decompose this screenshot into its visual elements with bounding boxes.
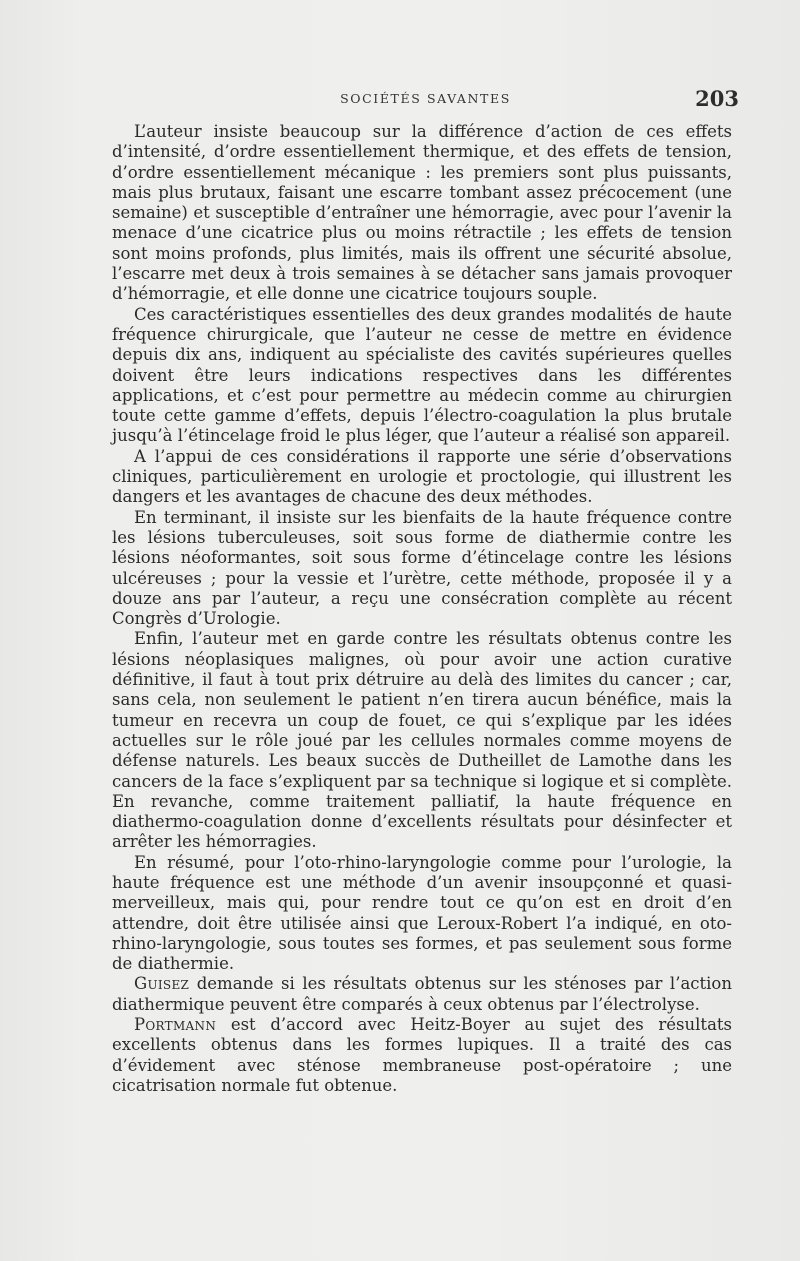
paragraph-text: A l’appui de ces considérations il rapporte une série d’observations cliniques, particulièrement en urologie et proctologie, qui illustrent les dangers et les avantages de chacune des deux méthodes. bbox=[112, 446, 732, 507]
paragraph-text: En terminant, il insiste sur les bienfaits de la haute fréquence contre les lésions tuberculeuses, soit sous forme de diathermie contre les lésions néoformantes, soit sous forme d’étincelage contre les lésions ulcéreuses ; pour la vessie et l’urètre, cette méthode, proposée il y a douze ans par l’auteur, a reçu une consécration complète au récent Congrès d’Urologie. bbox=[112, 507, 732, 629]
running-head: SOCIÉTÉS SAVANTES bbox=[340, 91, 511, 106]
paragraph bbox=[112, 508, 732, 630]
paragraph-text: Enfin, l’auteur met en garde contre les résultats obtenus contre les lésions néoplasiques malignes, où pour avoir une action curative définitive, il faut à tout prix détruire au delà des limites du cancer ; car, sans cela, non seulement le patient n’en tirera aucun bénéfice, mais la tumeur en recevra un coup de fouet, ce qui s’explique par les idées actuelles sur le rôle joué par les cellules normales comme moyens de défense naturels. Les beaux succès de Dutheillet de Lamothe dans les cancers de la face s’expliquent par sa technique si logique et si complète. En revanche, comme traitement palliatif, la haute fréquence en diathermo-coagulation donne d’excellents résultats pour désinfecter et arrêter les hémorragies. bbox=[112, 629, 732, 852]
speaker-name: Guisez bbox=[134, 974, 190, 994]
paragraph bbox=[112, 122, 732, 305]
paragraph-text: demande si les résultats obtenus sur les sténoses par l’action diathermique peuvent être comparés à ceux obtenus par l’électrolyse. bbox=[112, 974, 732, 1014]
speaker-name: Portmann bbox=[134, 1015, 217, 1035]
paragraph-text: En résumé, pour l’oto-rhino-laryngologie comme pour l’urologie, la haute fréquence est une méthode d’un avenir insoupçonné et quasi-merveilleux, mais qui, pour rendre tout ce qu’on est en droit d’en attendre, doit être utilisée ainsi que Leroux-Robert l’a indiqué, en oto-rhino-laryngologie, sous toutes ses formes, et pas seulement sous forme de diathermie. bbox=[112, 852, 732, 974]
article-body bbox=[112, 122, 732, 1096]
paragraph bbox=[112, 853, 732, 975]
paragraph bbox=[112, 305, 732, 447]
paragraph-text: est d’accord avec Heitz-Boyer au sujet des résultats excellents obtenus dans les formes lupiques. Il a traité des cas d’évidement avec sténose membraneuse post-opératoire ; une cicatrisation normale fut obtenue. bbox=[112, 1015, 732, 1095]
page-number: 203 bbox=[695, 86, 739, 111]
page-header bbox=[112, 88, 739, 112]
paragraph bbox=[112, 974, 732, 1015]
paragraph-text: Ces caractéristiques essentielles des deux grandes modalités de haute fréquence chirurgicale, que l’auteur ne cesse de mettre en évidence depuis dix ans, indiquent au spécialiste des cavités supérieures quelles doivent être leurs indications respectives dans les différentes applications, et c’est pour permettre au médecin comme au chirurgien toute cette gamme d’effets, depuis l’électro-coagulation la plus brutale jusqu’à l’étincelage froid le plus léger, que l’auteur a réalisé son appareil. bbox=[112, 304, 732, 446]
paragraph bbox=[112, 1015, 732, 1096]
paragraph-text: L’auteur insiste beaucoup sur la différence d’action de ces effets d’intensité, d’ordre essentiellement thermique, et des effets de tension, d’ordre essentiellement mécanique : les premiers sont plus puissants, mais plus brutaux, faisant une escarre tombant assez précocement (une semaine) et susceptible d’entraîner une hémorragie, avec pour l’avenir la menace d’une cicatrice plus ou moins rétractile ; les effets de tension sont moins profonds, plus limités, mais ils offrent une sécurité absolue, l’escarre met deux à trois semaines à se détacher sans jamais provoquer d’hémorragie, et elle donne une cicatrice toujours souple. bbox=[112, 122, 732, 304]
paragraph bbox=[112, 447, 732, 508]
paragraph bbox=[112, 629, 732, 852]
